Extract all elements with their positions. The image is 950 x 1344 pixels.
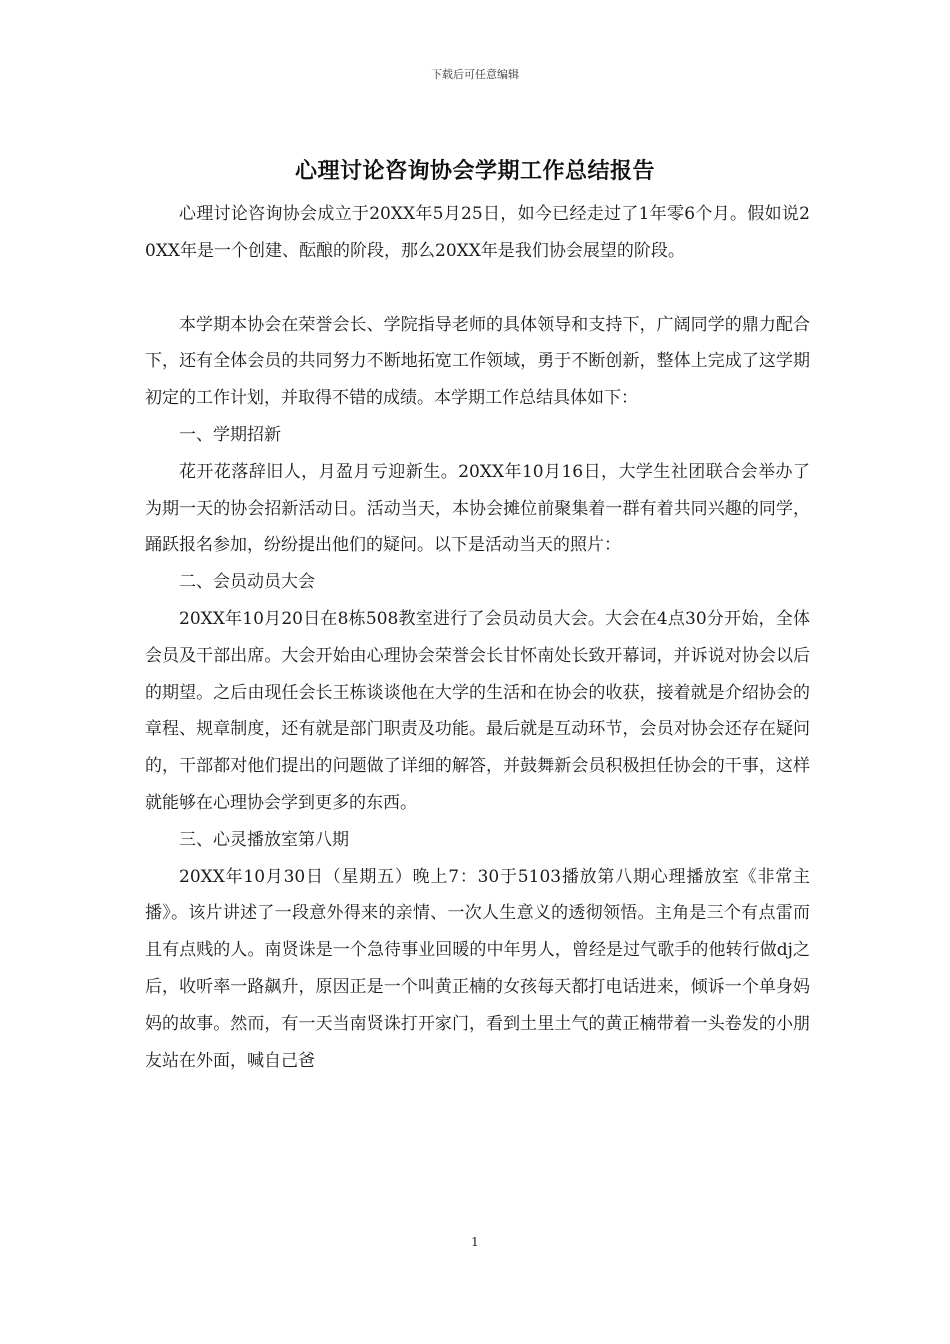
section-body-member-meeting: 20XX年10月20日在8栋508教室进行了会员动员大会。大会在4点30分开始，全体会员及干部出席。大会开始由心理协会荣誉会长甘怀南处长致开幕词，并诉说对协会以后的期望。之后由现任会长王栋谈谈他在大学的生活和在协会的收获，接着就是介绍协会的章程、规章制度，还有就是部门职责及功能。最后就是互动环节，会员对协会还存在疑问的，干部都对他们提出的问题做了详细的解答，并鼓舞新会员积极担任协会的干事，这样就能够在心理协会学到更多的东西。	[145, 608, 810, 813]
section-body-recruitment: 花开花落辞旧人，月盈月亏迎新生。20XX年10月16日，大学生社团联合会举办了为期一天的协会招新活动日。活动当天，本协会摊位前聚集着一群有着共同兴趣的同学，踊跃报名参加，纷纷提出他们的疑问。以下是活动当天的照片：	[145, 461, 810, 556]
section-heading-member-meeting: 二、会员动员大会	[179, 572, 315, 593]
page-number: 1	[471, 1235, 479, 1249]
overview-paragraph: 本学期本协会在荣誉会长、学院指导老师的具体领导和支持下，广阔同学的鼎力配合下，还有全体会员的共同努力不断地拓宽工作领域，勇于不断创新，整体上完成了这学期初定的工作计划，并取得不错的成绩。本学期工作总结具体如下：	[145, 314, 810, 409]
section-body-screening: 20XX年10月30日（星期五）晚上7：30于5103播放第八期心理播放室《非常主播》。该片讲述了一段意外得来的亲情、一次人生意义的透彻领悟。主角是三个有点雷而且有点贱的人。南贤诛是一个急待事业回暖的中年男人，曾经是过气歌手的他转行做dj之后，收听率一路飙升，原因正是一个叫黄正楠的女孩每天都打电话进来，倾诉一个单身妈妈的故事。然而，有一天当南贤诛打开家门，看到土里土气的黄正楠带着一头卷发的小朋友站在外面，喊自己爸	[145, 866, 810, 1071]
document-body	[145, 196, 810, 1079]
document-title: 心理讨论咨询协会学期工作总结报告	[294, 158, 655, 184]
section-heading-recruitment: 一、学期招新	[179, 424, 281, 445]
paragraph-spacer	[145, 270, 810, 307]
intro-paragraph: 心理讨论咨询协会成立于20XX年5月25日，如今已经走过了1年零6个月。假如说20XX年是一个创建、酝酿的阶段，那么20XX年是我们协会展望的阶段。	[145, 204, 810, 261]
section-heading-screening: 三、心灵播放室第八期	[179, 829, 349, 850]
header-note: 下载后可任意编辑	[431, 68, 519, 81]
